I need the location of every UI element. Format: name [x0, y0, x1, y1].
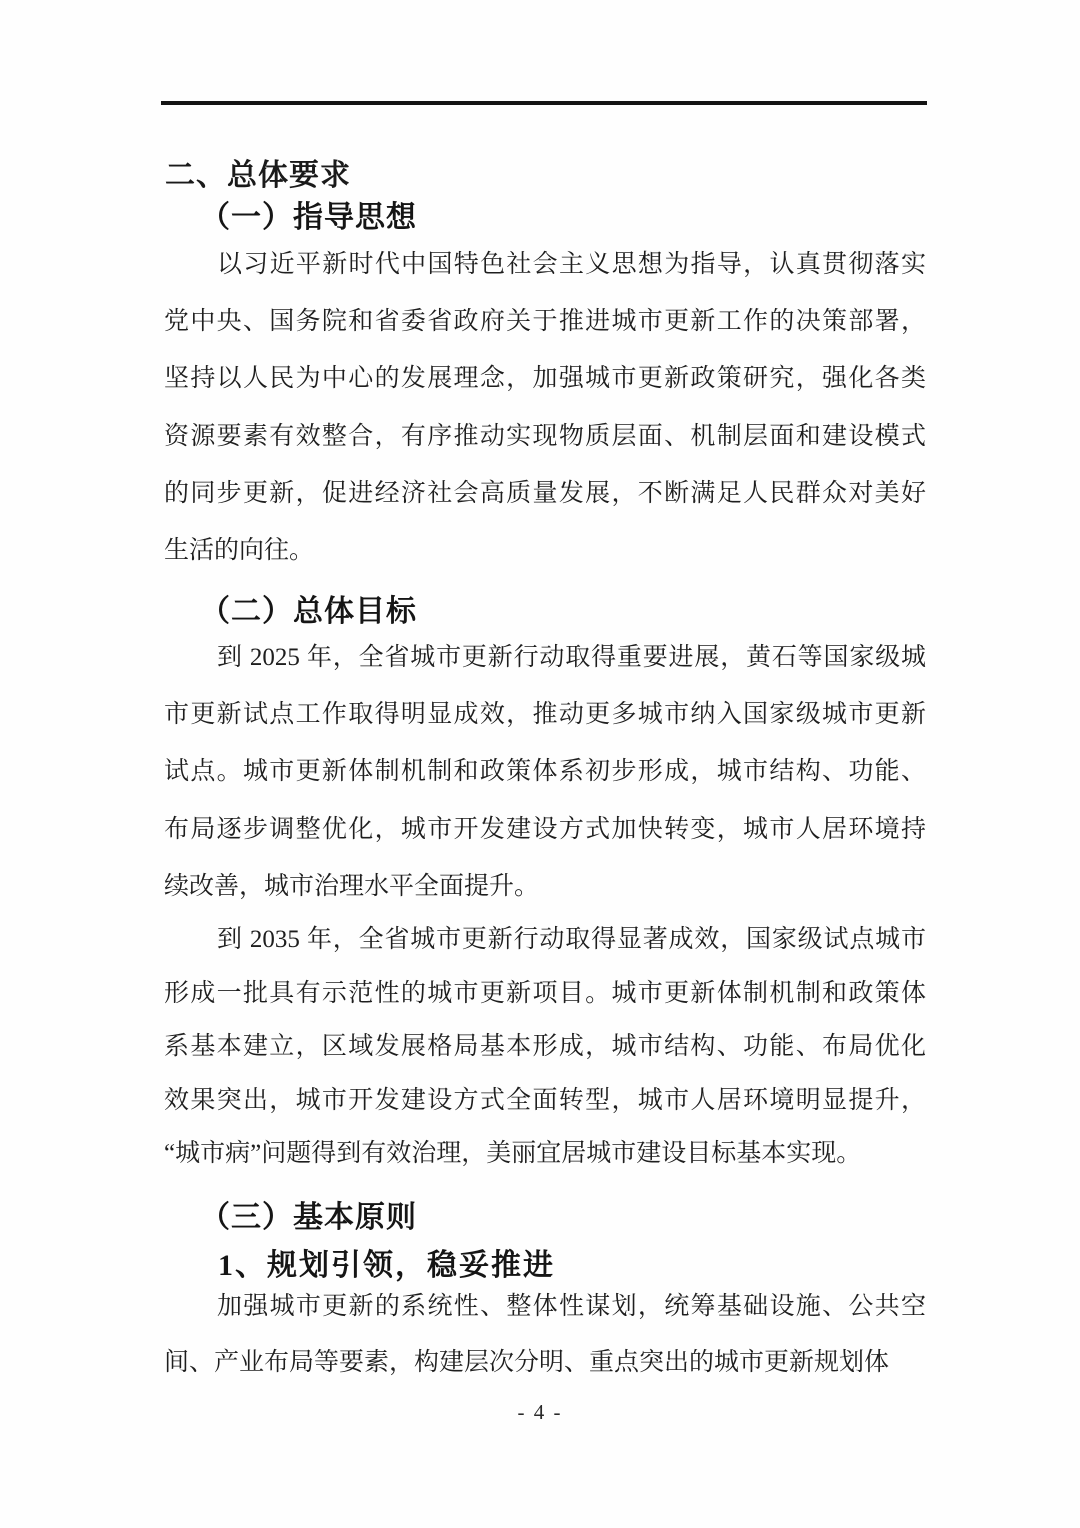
subheading-guiding-ideology: （一）指导思想 — [200, 201, 417, 234]
text-line: 间、产业布局等要素，构建层次分明、重点突出的城市更新规划体 — [164, 1349, 890, 1376]
paragraph-planning-leadership — [164, 1279, 926, 1391]
paragraph-guiding-ideology — [164, 236, 926, 579]
text-line: “城市病”问题得到有效治理，美丽宜居城市建设目标基本实现。 — [164, 1140, 862, 1167]
page-number: - 4 - — [517, 1400, 563, 1424]
text-line: 生活的向往。 — [164, 537, 315, 565]
text-line: 市更新试点工作取得明显成效，推动更多城市纳入国家级城市更新 — [164, 701, 926, 729]
text-line: 的同步更新，促进经济社会高质量发展，不断满足人民群众对美好 — [164, 479, 926, 507]
text-line: 加强城市更新的系统性、整体性谋划，统筹基础设施、公共空 — [217, 1293, 926, 1320]
text-line: 试点。城市更新体制机制和政策体系初步形成，城市结构、功能、 — [164, 758, 926, 786]
text-line: 以习近平新时代中国特色社会主义思想为指导，认真贯彻落实 — [217, 251, 926, 278]
text-line: 党中央、国务院和省委省政府关于推进城市更新工作的决策部署， — [164, 308, 926, 336]
text-line: 坚持以人民为中心的发展理念，加强城市更新政策研究，强化各类 — [164, 365, 926, 393]
header-divider-rule — [161, 101, 927, 105]
text-line: 系基本建立，区域发展格局基本形成，城市结构、功能、布局优化 — [164, 1033, 926, 1060]
text-line: 续改善，城市治理水平全面提升。 — [164, 872, 540, 900]
text-line: 效果突出，城市开发建设方式全面转型，城市人居环境明显提升， — [164, 1086, 926, 1114]
text-line: 资源要素有效整合，有序推动实现物质层面、机制层面和建设模式 — [164, 422, 926, 450]
subheading-overall-goals: （二）总体目标 — [200, 595, 417, 628]
text-line: 布局逐步调整优化，城市开发建设方式加快转变，城市人居环境持 — [164, 815, 926, 843]
paragraph-goals-2035 — [164, 913, 926, 1181]
text-line: 到 2035 年，全省城市更新行动取得显著成效，国家级试点城市 — [217, 926, 926, 953]
text-line: 到 2025 年，全省城市更新行动取得重要进展，黄石等国家级城 — [217, 644, 926, 671]
paragraph-goals-2025 — [164, 629, 926, 915]
numbered-heading-planning-leadership: 1、规划引领，稳妥推进 — [218, 1249, 555, 1282]
subheading-basic-principles: （三）基本原则 — [200, 1201, 417, 1234]
text-line: 形成一批具有示范性的城市更新项目。城市更新体制机制和政策体 — [164, 979, 926, 1007]
section-heading-overall-requirements: 二、总体要求 — [165, 159, 351, 192]
